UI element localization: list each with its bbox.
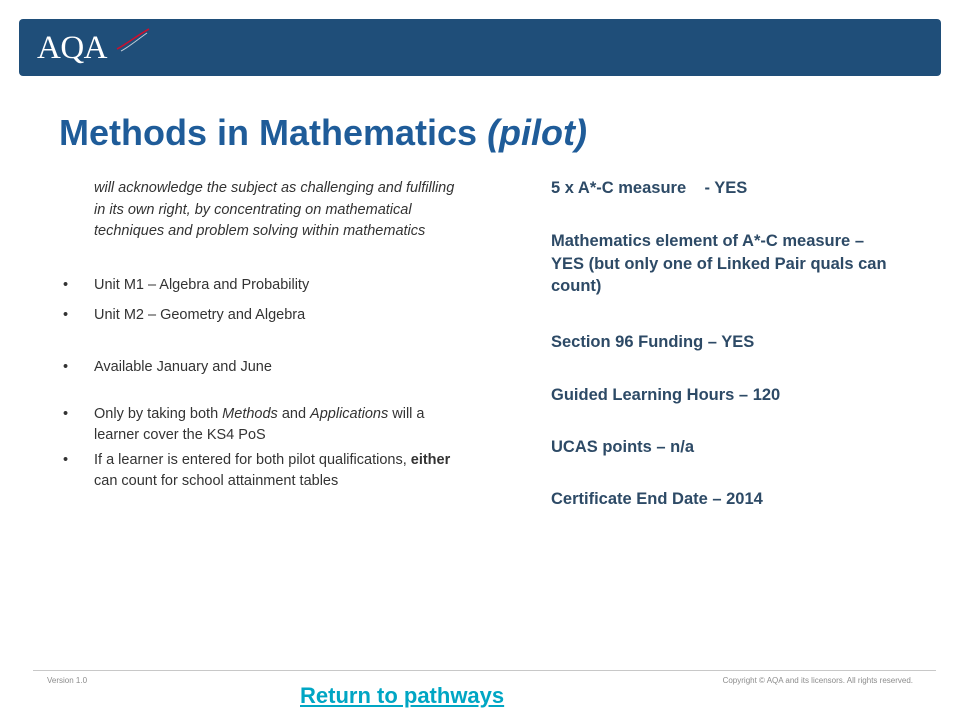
logo-swoosh-icon bbox=[115, 27, 151, 53]
bullet-methods-applications bbox=[63, 404, 463, 447]
bullet-text-pre: If a learner is entered for both pilot qualifications, bbox=[94, 451, 411, 468]
copyright-notice: Copyright © AQA and its licensors. All rights reserved. bbox=[722, 676, 913, 685]
bullet-text: Unit M1 – Algebra and Probability bbox=[94, 276, 310, 293]
bullet-availability bbox=[63, 357, 463, 379]
description-column bbox=[63, 178, 463, 493]
bullet-methods: Methods bbox=[222, 405, 278, 422]
aqa-logo[interactable] bbox=[37, 25, 107, 71]
page-title bbox=[59, 112, 587, 154]
bullet-text: Unit M2 – Geometry and Algebra bbox=[94, 307, 306, 324]
measure-section-96: Section 96 Funding – YES bbox=[551, 333, 755, 351]
bullet-text-post: will a learner cover the KS4 PoS bbox=[94, 405, 425, 444]
bullet-applications: Applications bbox=[310, 405, 389, 422]
bullet-text: Available January and June bbox=[94, 358, 272, 375]
bullet-dot-icon: • bbox=[63, 307, 69, 324]
logo-text: AQA bbox=[37, 29, 107, 66]
bullet-text-post: can count for school attainment tables bbox=[94, 473, 339, 490]
measure-guided-hours: Guided Learning Hours – 120 bbox=[551, 386, 781, 404]
measure-end-date: Certificate End Date – 2014 bbox=[551, 490, 763, 508]
version-label: Version 1.0 bbox=[47, 676, 88, 685]
bullet-unit-m1 bbox=[63, 275, 463, 297]
title-pilot: (pilot) bbox=[487, 112, 588, 153]
measure-ucas: UCAS points – n/a bbox=[551, 438, 695, 456]
intro-text: will acknowledge the subject as challenging and fulfilling in its own right, by concentrating on mathematical techniques and problem solving within mathematics bbox=[94, 180, 455, 240]
title-main: Methods in Mathematics bbox=[59, 112, 488, 153]
bullet-dot-icon: • bbox=[63, 358, 69, 375]
bullet-dot-icon: • bbox=[63, 451, 69, 468]
header-bar bbox=[19, 19, 941, 76]
bullet-text-mid: and bbox=[277, 405, 311, 422]
measure-five-a-c: 5 x A*-C measure - YES bbox=[551, 179, 748, 197]
footer-divider bbox=[33, 670, 936, 671]
bullet-dot-icon: • bbox=[63, 405, 69, 422]
bullet-either: either bbox=[410, 451, 451, 468]
measure-maths-element: Mathematics element of A*-C measure – YES (but only one of Linked Pair quals can count) bbox=[551, 232, 887, 295]
bullet-unit-m2 bbox=[63, 305, 463, 327]
bullet-list bbox=[63, 275, 463, 493]
return-to-pathways-link[interactable]: Return to pathways bbox=[300, 683, 505, 708]
bullet-dot-icon: • bbox=[63, 276, 69, 293]
bullet-text-pre: Only by taking both bbox=[94, 405, 223, 422]
bullet-attainment-tables bbox=[63, 450, 463, 493]
